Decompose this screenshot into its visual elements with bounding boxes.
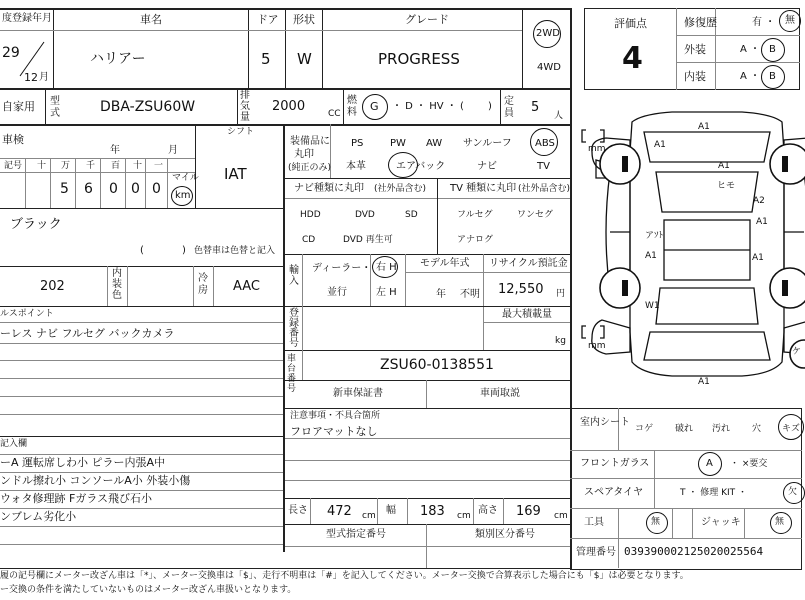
damage-mark: A1 xyxy=(718,161,730,171)
interior-label: 内装 xyxy=(684,70,706,83)
diagram-right-cut: ケ xyxy=(792,347,802,357)
damage-mark: アｿﾄ xyxy=(645,231,664,241)
max-load-unit: kg xyxy=(555,336,566,346)
navi-label-note: (社外品含む) xyxy=(374,184,427,194)
navi-item: HDD xyxy=(300,210,321,220)
registration-year: 29 xyxy=(2,45,20,61)
exterior-label: 外装 xyxy=(684,43,706,56)
jack-label: ジャッキ xyxy=(701,517,741,528)
width-label: 幅 xyxy=(386,505,396,516)
interior-item: 破れ xyxy=(675,424,694,434)
door-label: ドア xyxy=(257,13,279,26)
equipment-label-3: (純正のみ) xyxy=(288,163,332,173)
inspector-note-line: ウォタ修理跡 Fガラス飛び石小 xyxy=(0,492,153,505)
repair-history-label: 修復歴 xyxy=(684,16,717,29)
recycle-label: リサイクル預託金 xyxy=(489,258,568,269)
digit-header-4: 百 xyxy=(111,161,121,171)
navi-label: ナビ種類に丸印 xyxy=(294,183,364,194)
tv-item: フルセグ xyxy=(457,210,493,220)
mileage-digit: 0 xyxy=(152,181,161,197)
capacity-unit: 人 xyxy=(554,111,564,121)
fuel-gasoline: G xyxy=(370,100,379,113)
mileage-digit: 5 xyxy=(60,181,69,197)
damage-mark: A1 xyxy=(698,377,710,387)
damage-mark: A2 xyxy=(753,196,765,206)
tools-label: 工具 xyxy=(584,517,604,528)
inspector-note-line: ンブレム劣化小 xyxy=(0,510,77,523)
color-paren-close: ) xyxy=(182,245,186,256)
tv-label-note: (社外品含む) xyxy=(518,184,571,194)
ac-type: AAC xyxy=(233,279,260,294)
spare-tire-label: スペアタイヤ xyxy=(584,487,644,498)
repair-none: 無 xyxy=(785,15,795,26)
navi-item: CD xyxy=(302,235,316,245)
type-number-label: 型式指定番号 xyxy=(326,529,386,540)
length: 472 xyxy=(327,504,352,519)
digit-header-1: 十 xyxy=(37,161,47,171)
registration-month: 12 xyxy=(24,71,38,84)
registration-month-unit: 月 xyxy=(39,72,49,83)
damage-mark: ヒモ xyxy=(717,181,736,191)
notes-label: 注意事項・不具合箇所 xyxy=(290,411,381,421)
footer-note-line: ー交換の条件を満たしていないものはメーター改ざん車扱いとなります。 xyxy=(0,585,297,595)
navi-item: DVD xyxy=(355,210,375,220)
width: 183 xyxy=(420,504,445,519)
registration-number-label: 登録番号 xyxy=(289,308,299,349)
score-label: 評価点 xyxy=(614,17,647,30)
mileage-digit: 0 xyxy=(131,181,140,197)
displacement: 2000 xyxy=(272,99,306,114)
car-outline-diagram xyxy=(572,92,800,408)
recycle-unit: 円 xyxy=(556,289,566,299)
length-unit: cm xyxy=(362,511,376,521)
model-year-unit: 年 xyxy=(436,289,446,300)
width-unit: cm xyxy=(457,511,471,521)
tv-label: TV 種類に丸印 xyxy=(450,183,517,194)
inspector-note-line: ンドル擦れ小 コンソールA小 外装小傷 xyxy=(0,474,191,487)
registration-date-label: 度登録年月 xyxy=(2,13,52,24)
interior-a: A ・ xyxy=(740,71,761,82)
drive-2wd: 2WD xyxy=(536,28,560,39)
mileage-digit: 6 xyxy=(84,181,93,197)
recycle-amount: 12,550 xyxy=(498,282,544,297)
diagram-mm-top: mm xyxy=(588,144,606,154)
footer-note-line: 履の記号欄にメーター改ざん車は「*」、メーター交換車は「$」、走行不明車は「#」を記入してください。メーター交換で合算表示した場合にも「$」は必要となります。 xyxy=(0,571,689,581)
digit-header-5: 十 xyxy=(133,161,143,171)
windshield-label: フロントガラス xyxy=(580,458,650,469)
model-code-label: 型式 xyxy=(50,96,60,119)
equipment-item: TV xyxy=(537,161,550,172)
damage-mark: W1 xyxy=(645,301,660,311)
memo-label: 記号 xyxy=(4,161,23,171)
interior-item: キズ xyxy=(782,424,800,434)
management-number: 039390002125020025564 xyxy=(624,545,764,558)
length-label: 長さ xyxy=(288,505,308,516)
interior-sheet-label: 室内シート xyxy=(580,417,630,428)
interior-b: B xyxy=(769,71,776,82)
jack-none: 無 xyxy=(775,517,785,527)
damage-mark: A1 xyxy=(654,140,666,150)
digit-header-2: 万 xyxy=(61,161,71,171)
chassis-number: ZSU60-0138551 xyxy=(380,357,494,373)
inspection-year-unit: 年 xyxy=(110,145,120,156)
fuel-label: 燃料 xyxy=(347,95,357,118)
equipment-item: PS xyxy=(351,138,364,149)
left-hand: 左 H xyxy=(376,287,397,298)
capacity-label: 定員 xyxy=(504,96,514,119)
sales-points-label: ルスポイント xyxy=(0,309,54,319)
inspector-note-line: ーA 運転席しわ小 ピラー内張A中 xyxy=(0,456,166,469)
drive-4wd: 4WD xyxy=(537,62,561,73)
exterior-a: A ・ xyxy=(740,44,761,55)
equipment-item: AW xyxy=(426,138,443,149)
height-unit: cm xyxy=(554,511,568,521)
grade-label: グレード xyxy=(405,13,449,26)
usage-type: 自家用 xyxy=(2,100,35,113)
damage-mark: A1 xyxy=(645,251,657,261)
damage-mark: A1 xyxy=(752,253,764,263)
equipment-label-2: 丸印 xyxy=(294,149,314,160)
damage-mark: A1 xyxy=(756,217,768,227)
equipment-item: ABS xyxy=(535,138,555,149)
fuel-options: ・ D ・ HV ・ ( xyxy=(392,101,464,112)
km-label: km xyxy=(175,190,191,201)
digit-header-6: 一 xyxy=(154,161,164,171)
inspection-month-unit: 月 xyxy=(168,145,178,156)
navi-item: DVD 再生可 xyxy=(343,235,393,245)
warranty-book: 新車保証書 xyxy=(333,388,383,399)
capacity: 5 xyxy=(531,100,540,115)
body-shape: W xyxy=(297,50,312,68)
import-label: 輸入 xyxy=(289,265,299,287)
windshield-options: ・ ×要交 xyxy=(730,459,768,469)
door-count: 5 xyxy=(261,50,271,68)
tv-item: アナログ xyxy=(457,235,494,245)
interior-color-label: 内装色 xyxy=(112,268,122,301)
navi-item: SD xyxy=(405,210,418,220)
interior-item: コゲ xyxy=(635,424,654,434)
digit-header-3: 千 xyxy=(86,161,96,171)
car-name-label: 車名 xyxy=(140,13,162,26)
equipment-label: 装備品に xyxy=(290,136,330,147)
shape-label: 形状 xyxy=(293,13,315,26)
damage-mark: A1 xyxy=(698,122,710,132)
equipment-item: ナビ xyxy=(477,161,497,172)
car-name: ハリアー xyxy=(90,51,146,67)
fuel-options-close: ) xyxy=(488,101,492,112)
interior-item: 汚れ xyxy=(712,424,731,434)
equipment-item: サンルーフ xyxy=(463,138,512,149)
repair-history-options: 有 ・ xyxy=(752,17,776,28)
import-dealer: ディーラー・ xyxy=(312,263,372,274)
management-number-label: 管理番号 xyxy=(576,547,616,558)
mileage-digit: 0 xyxy=(109,181,118,197)
model-code: DBA-ZSU60W xyxy=(100,99,196,115)
interior-item: 穴 xyxy=(752,424,762,434)
mile-label: マイル xyxy=(172,173,199,183)
model-year-unknown: 不明 xyxy=(460,289,480,300)
max-load-label: 最大積載量 xyxy=(502,309,552,320)
windshield-grade: A xyxy=(706,458,713,469)
equipment-item: 本革 xyxy=(346,161,366,172)
inspection-label: 車検 xyxy=(2,133,24,146)
height: 169 xyxy=(516,504,541,519)
class-number-label: 類別区分番号 xyxy=(475,529,535,540)
tools-none: 無 xyxy=(651,517,661,527)
color-paren-open: ( xyxy=(140,245,144,256)
exterior-b: B xyxy=(769,44,776,55)
import-parallel: 並行 xyxy=(327,287,347,298)
ac-label: 冷房 xyxy=(198,273,208,296)
spare-tire-options: T ・ 修理 KIT ・ xyxy=(680,488,747,498)
displacement-unit: CC xyxy=(328,109,341,119)
tv-item: ワンセグ xyxy=(517,210,554,220)
color-change-note: 色替車は色替と記入 xyxy=(194,246,276,256)
model-year-label: モデル年式 xyxy=(420,258,470,269)
notes-value: フロアマットなし xyxy=(290,425,378,438)
equipment-item: エアバック xyxy=(396,161,446,172)
right-hand: 右 H xyxy=(376,262,397,273)
grade: PROGRESS xyxy=(378,50,460,68)
body-color: ブラック xyxy=(10,217,62,232)
shift-type: IAT xyxy=(224,165,247,183)
chassis-label: 車台番号 xyxy=(287,354,297,394)
sales-points-value: ーレス ナビ フルセグ バックカメラ xyxy=(0,327,175,340)
diagram-mm-bottom: mm xyxy=(588,341,606,351)
height-label: 高さ xyxy=(478,505,498,516)
displacement-label: 排気量 xyxy=(240,90,250,123)
shift-label: シフト xyxy=(227,127,255,137)
score-value: 4 xyxy=(622,41,643,76)
color-code: 202 xyxy=(40,279,65,294)
equipment-item: PW xyxy=(390,138,406,149)
inspector-notes-label: 記入欄 xyxy=(0,439,28,449)
spare-missing: 欠 xyxy=(788,487,798,497)
owner-manual: 車両取説 xyxy=(480,388,520,399)
